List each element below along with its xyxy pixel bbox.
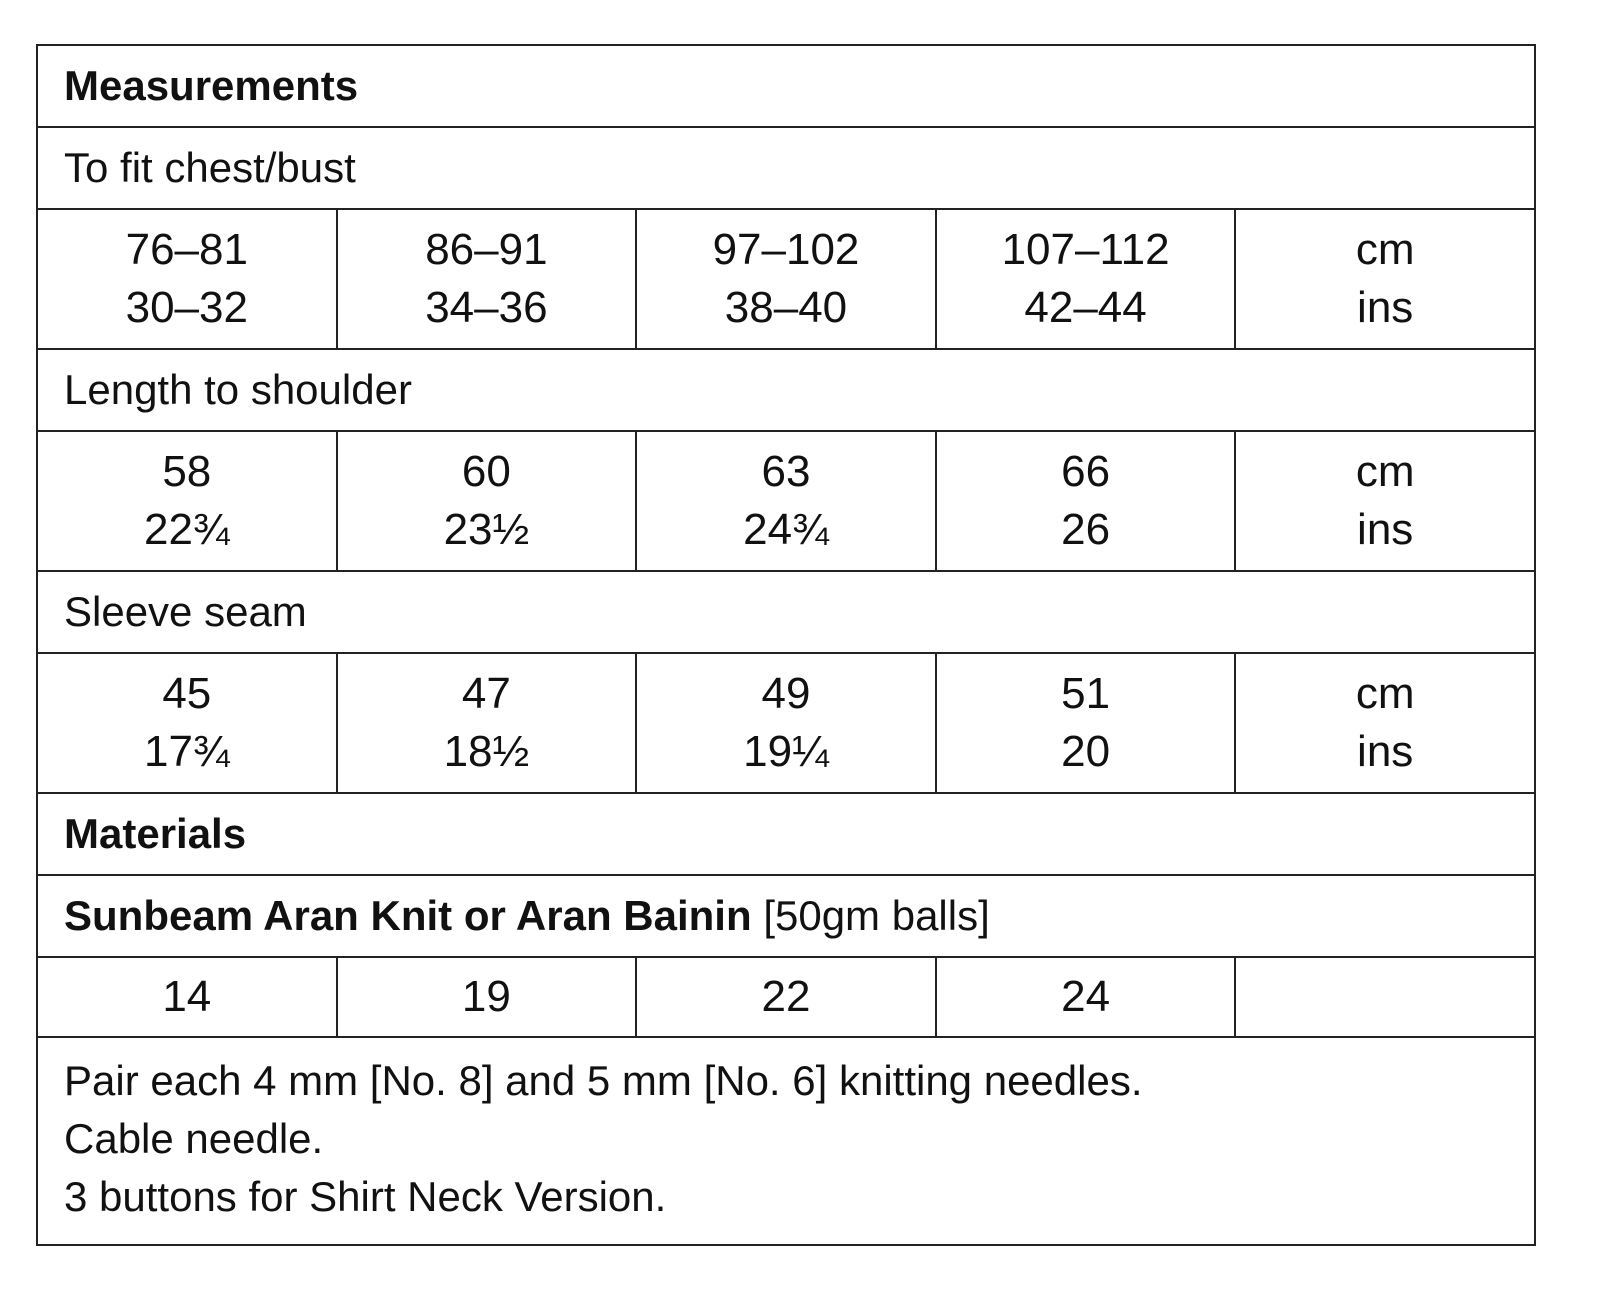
- sleeve-unit-ins: ins: [1357, 727, 1414, 776]
- chest-size-1: [38, 210, 338, 348]
- chest-size-1-cm: 76–81: [125, 225, 248, 274]
- chest-size-4: [937, 210, 1237, 348]
- measurements-heading: [38, 46, 1534, 128]
- chest-size-2: [338, 210, 638, 348]
- length-size-4-cm: 66: [1061, 447, 1111, 496]
- balls-size-2: 19: [338, 958, 638, 1036]
- chest-size-4-cm: 107–112: [1001, 225, 1170, 274]
- yarn-unit: [50gm balls]: [763, 892, 990, 939]
- chest-size-1-ins: 30–32: [125, 283, 248, 332]
- length-size-2-ins: 23½: [443, 505, 530, 554]
- length-unit-ins: ins: [1357, 505, 1414, 554]
- sleeve-label: Sleeve seam: [64, 588, 307, 635]
- sleeve-size-2-ins: 18½: [443, 727, 530, 776]
- sleeve-unit-cm: cm: [1355, 669, 1415, 718]
- sleeve-size-3: [637, 654, 937, 792]
- length-label: Length to shoulder: [64, 366, 412, 413]
- chest-size-2-cm: 86–91: [425, 225, 548, 274]
- chest-units: [1236, 210, 1534, 348]
- sleeve-size-3-cm: 49: [761, 669, 811, 718]
- chest-label: To fit chest/bust: [64, 144, 356, 191]
- materials-notes: [38, 1038, 1534, 1244]
- length-size-3-cm: 63: [761, 447, 811, 496]
- balls-size-1: 14: [38, 958, 338, 1036]
- measurements-table: [36, 44, 1536, 1246]
- balls-empty-cell: [1236, 958, 1534, 1036]
- chest-unit-ins: ins: [1357, 283, 1414, 332]
- length-size-4: [937, 432, 1237, 570]
- sleeve-size-4-cm: 51: [1061, 669, 1111, 718]
- sleeve-size-1-cm: 45: [162, 669, 212, 718]
- length-size-1: [38, 432, 338, 570]
- length-size-3-ins: 24¾: [743, 505, 829, 554]
- sleeve-label-row: [38, 572, 1534, 654]
- sleeve-size-4: [937, 654, 1237, 792]
- note-needles: Pair each 4 mm [No. 8] and 5 mm [No. 6] knitting needles.: [64, 1057, 1143, 1104]
- chest-values-row: [38, 210, 1534, 350]
- sleeve-size-1-ins: 17¾: [143, 727, 230, 776]
- materials-heading: [38, 794, 1534, 876]
- sleeve-size-4-ins: 20: [1061, 727, 1111, 776]
- length-values-row: [38, 432, 1534, 572]
- sleeve-units: [1236, 654, 1534, 792]
- chest-size-2-ins: 34–36: [425, 283, 548, 332]
- sleeve-size-1: [38, 654, 338, 792]
- length-units: [1236, 432, 1534, 570]
- sleeve-size-3-ins: 19¼: [743, 727, 829, 776]
- note-cable-needle: Cable needle.: [64, 1115, 324, 1162]
- yarn-row: [38, 876, 1534, 958]
- length-size-2-cm: 60: [461, 447, 511, 496]
- chest-size-4-ins: 42–44: [1024, 283, 1147, 332]
- length-label-row: [38, 350, 1534, 432]
- length-unit-cm: cm: [1355, 447, 1415, 496]
- yarn-name: Sunbeam Aran Knit or Aran Bainin: [64, 892, 752, 939]
- length-size-1-ins: 22¾: [143, 505, 230, 554]
- chest-size-3-ins: 38–40: [724, 283, 848, 332]
- sleeve-values-row: [38, 654, 1534, 794]
- length-size-1-cm: 58: [162, 447, 212, 496]
- balls-size-4: 24: [937, 958, 1237, 1036]
- measurements-title: Measurements: [64, 62, 359, 109]
- chest-size-3-cm: 97–102: [712, 225, 860, 274]
- length-size-3: [637, 432, 937, 570]
- sleeve-size-2-cm: 47: [461, 669, 511, 718]
- chest-label-row: [38, 128, 1534, 210]
- balls-size-3: 22: [637, 958, 937, 1036]
- length-size-4-ins: 26: [1061, 505, 1111, 554]
- chest-unit-cm: cm: [1355, 225, 1415, 274]
- yarn-balls-row: [38, 958, 1534, 1038]
- chest-size-3: [637, 210, 937, 348]
- materials-title: Materials: [64, 810, 247, 857]
- length-size-2: [338, 432, 638, 570]
- note-buttons: 3 buttons for Shirt Neck Version.: [64, 1173, 667, 1220]
- sleeve-size-2: [338, 654, 638, 792]
